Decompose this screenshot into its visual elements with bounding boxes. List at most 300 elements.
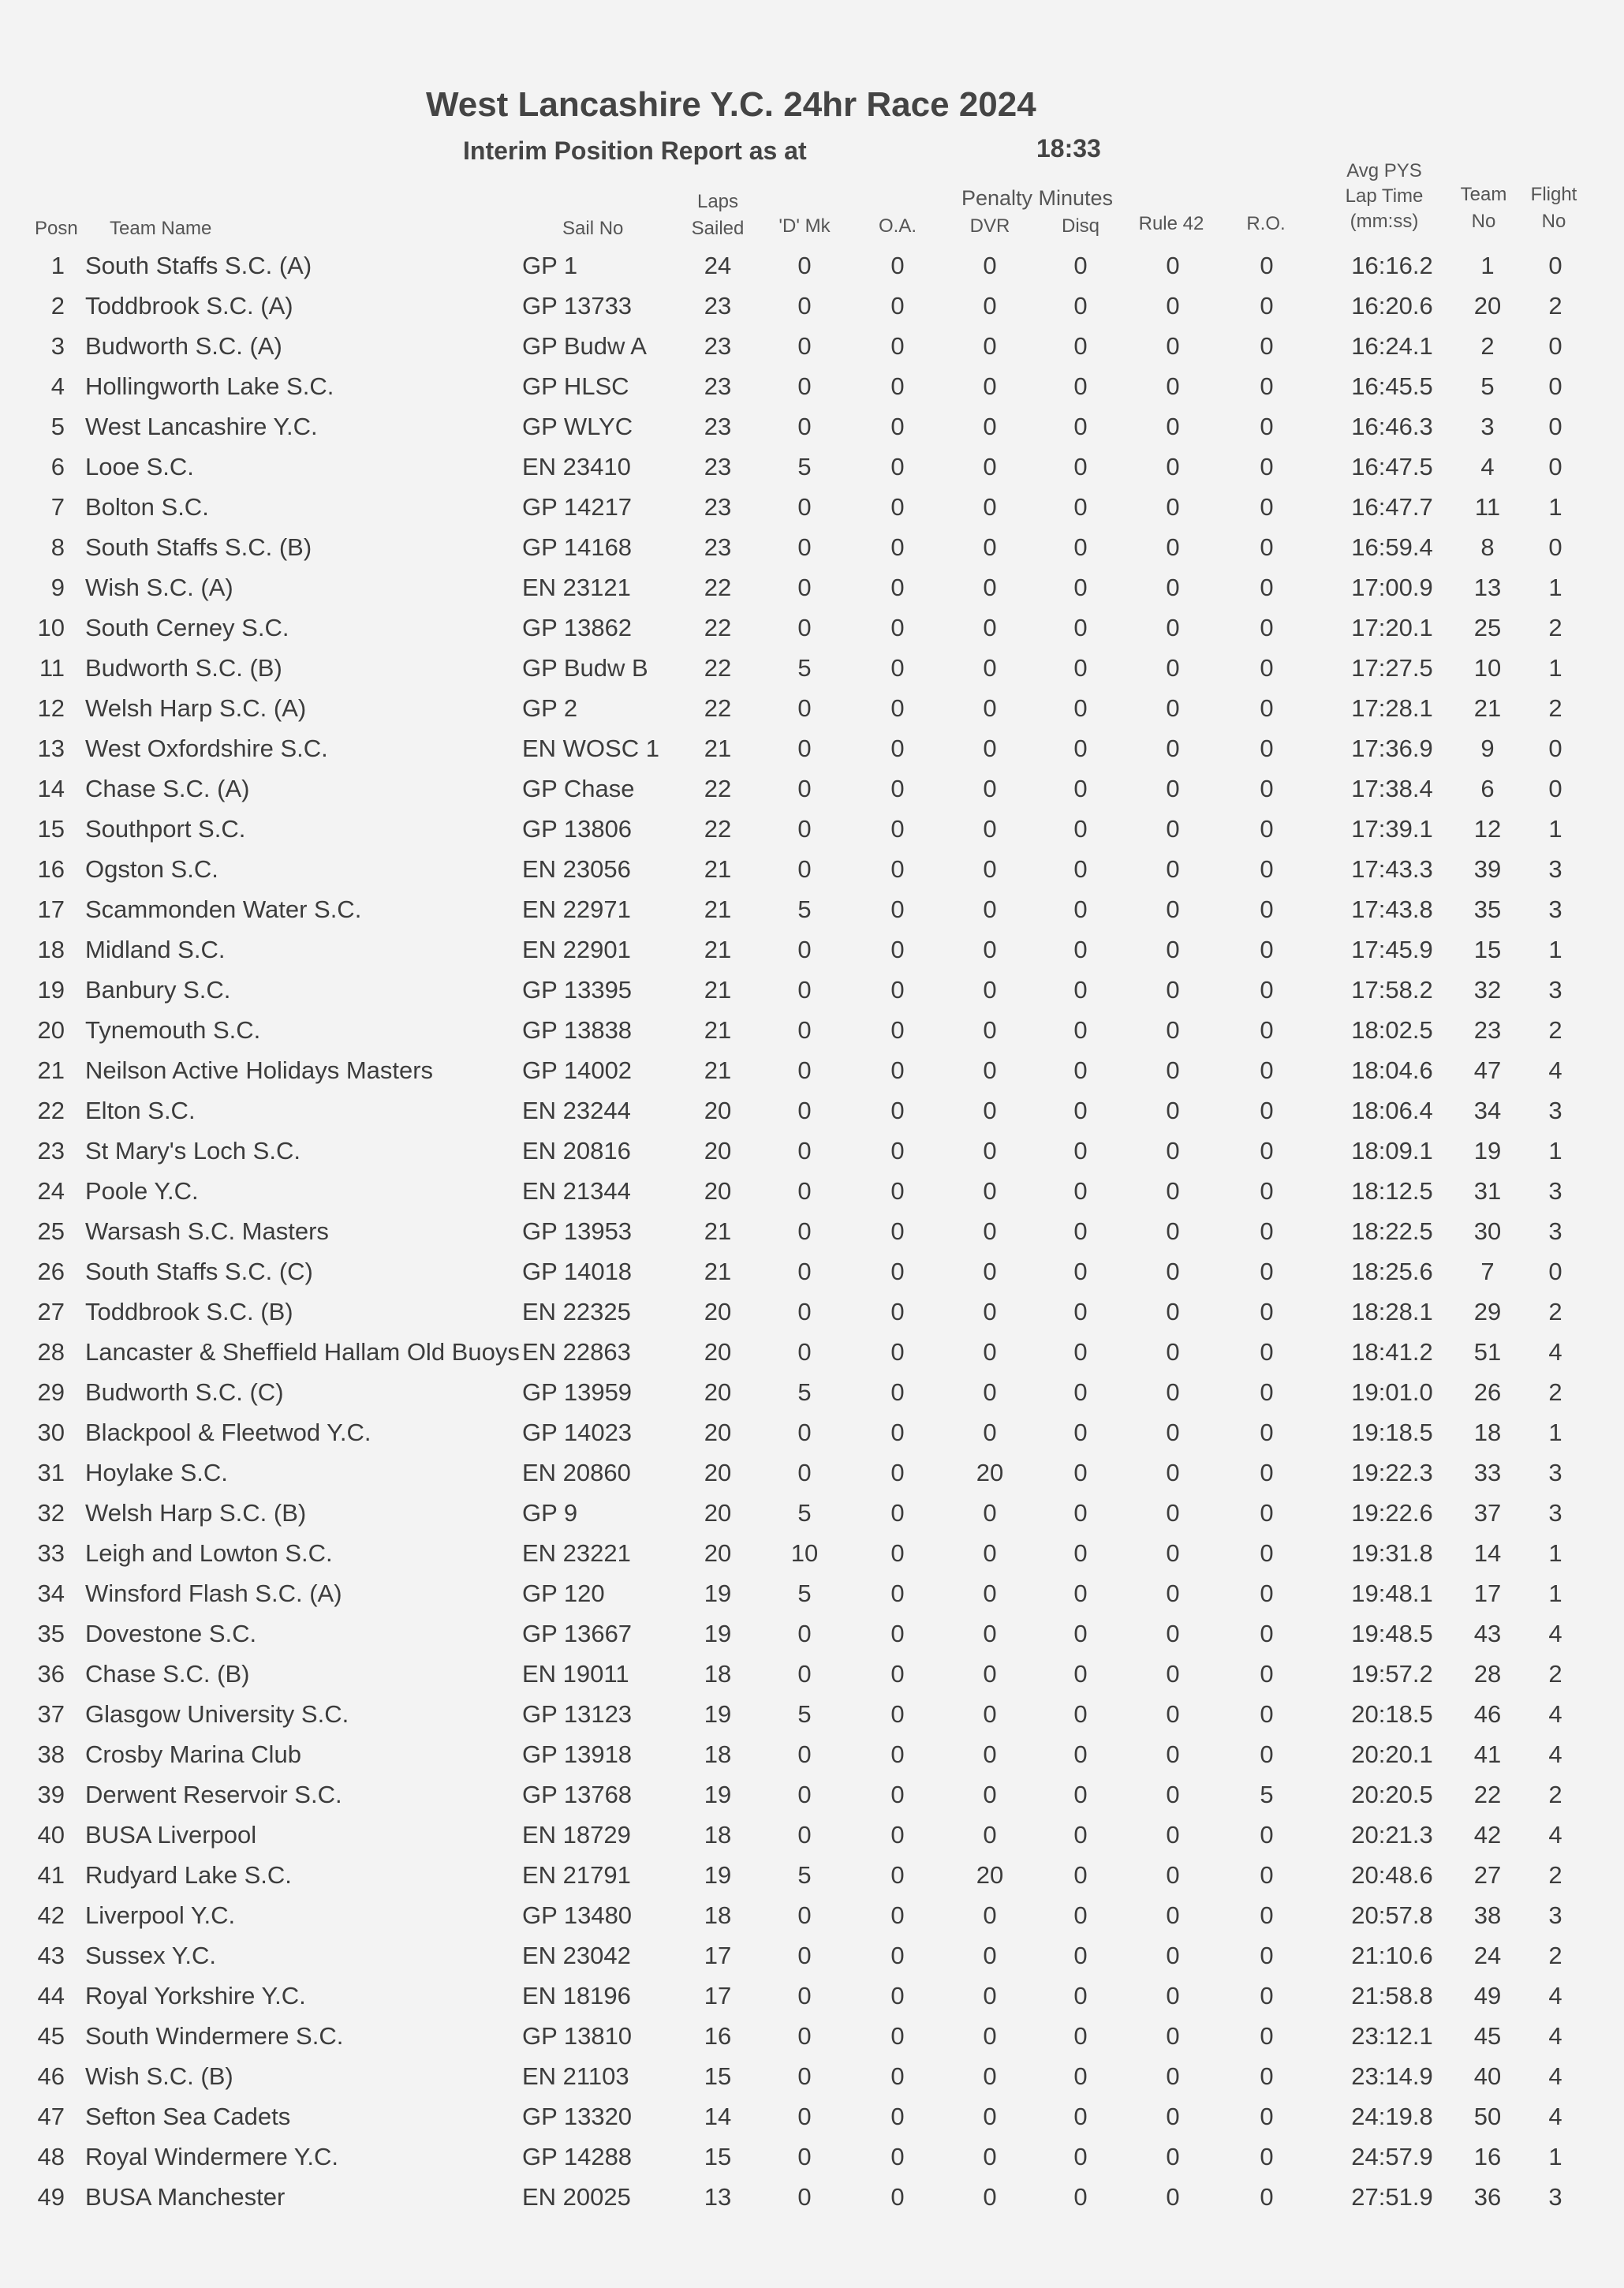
d-mark-cell: 5 xyxy=(797,1378,812,1406)
d-mark-cell: 0 xyxy=(797,1298,812,1325)
oa-cell: 0 xyxy=(890,2022,905,2050)
ro-cell: 0 xyxy=(1260,332,1274,360)
avg-lap-time-cell: 24:57.9 xyxy=(1351,2143,1433,2170)
flight-no-cell: 1 xyxy=(1548,1539,1562,1567)
team-name-cell: Blackpool & Fleetwod Y.C. xyxy=(85,1419,371,1446)
disq-cell: 0 xyxy=(1073,1378,1088,1406)
dvr-cell: 0 xyxy=(983,1620,997,1647)
laps-sailed-cell: 17 xyxy=(704,1982,732,2009)
disq-cell: 0 xyxy=(1073,1580,1088,1607)
team-name-cell: Lancaster & Sheffield Hallam Old Buoys xyxy=(85,1338,520,1366)
position-cell: 31 xyxy=(37,1459,65,1486)
disq-cell: 0 xyxy=(1073,654,1088,682)
avg-lap-time-cell: 17:27.5 xyxy=(1351,654,1433,682)
flight-no-cell: 0 xyxy=(1548,413,1562,440)
laps-sailed-cell: 23 xyxy=(704,413,732,440)
d-mark-cell: 0 xyxy=(797,332,812,360)
sail-no-cell: EN 22901 xyxy=(522,936,631,963)
rule-42-cell: 0 xyxy=(1166,1459,1180,1486)
table-row xyxy=(0,689,1624,728)
team-no-cell: 12 xyxy=(1473,815,1502,843)
dvr-cell: 0 xyxy=(983,372,997,400)
avg-lap-time-cell: 19:31.8 xyxy=(1351,1539,1433,1567)
dvr-cell: 0 xyxy=(983,1217,997,1245)
table-row xyxy=(0,1172,1624,1211)
header-flight-no-line2: No xyxy=(1541,211,1566,232)
position-cell: 29 xyxy=(37,1378,65,1406)
oa-cell: 0 xyxy=(890,372,905,400)
laps-sailed-cell: 19 xyxy=(704,1861,732,1889)
laps-sailed-cell: 22 xyxy=(704,775,732,802)
team-no-cell: 32 xyxy=(1473,976,1502,1004)
dvr-cell: 0 xyxy=(983,855,997,883)
team-no-cell: 50 xyxy=(1473,2103,1502,2130)
laps-sailed-cell: 20 xyxy=(704,1419,732,1446)
d-mark-cell: 0 xyxy=(797,493,812,521)
position-cell: 32 xyxy=(37,1499,65,1527)
table-row xyxy=(0,1614,1624,1654)
team-no-cell: 41 xyxy=(1473,1740,1502,1768)
ro-cell: 0 xyxy=(1260,2103,1274,2130)
position-cell: 40 xyxy=(37,1821,65,1849)
dvr-cell: 0 xyxy=(983,775,997,802)
table-row xyxy=(0,930,1624,970)
team-no-cell: 25 xyxy=(1473,614,1502,641)
position-cell: 6 xyxy=(50,453,65,480)
position-cell: 17 xyxy=(37,895,65,923)
avg-lap-time-cell: 19:57.2 xyxy=(1351,1660,1433,1688)
position-cell: 9 xyxy=(50,574,65,601)
ro-cell: 0 xyxy=(1260,936,1274,963)
d-mark-cell: 0 xyxy=(797,2143,812,2170)
rule-42-cell: 0 xyxy=(1166,2183,1180,2211)
position-cell: 38 xyxy=(37,1740,65,1768)
dvr-cell: 0 xyxy=(983,1056,997,1084)
laps-sailed-cell: 22 xyxy=(704,614,732,641)
disq-cell: 0 xyxy=(1073,614,1088,641)
flight-no-cell: 2 xyxy=(1548,694,1562,722)
ro-cell: 0 xyxy=(1260,775,1274,802)
rule-42-cell: 0 xyxy=(1166,453,1180,480)
dvr-cell: 0 xyxy=(983,1539,997,1567)
oa-cell: 0 xyxy=(890,1016,905,1044)
avg-lap-time-cell: 16:46.3 xyxy=(1351,413,1433,440)
position-cell: 14 xyxy=(37,775,65,802)
table-row xyxy=(0,850,1624,889)
position-cell: 44 xyxy=(37,1982,65,2009)
flight-no-cell: 2 xyxy=(1548,1016,1562,1044)
avg-lap-time-cell: 16:45.5 xyxy=(1351,372,1433,400)
flight-no-cell: 3 xyxy=(1548,1177,1562,1205)
team-name-cell: Sussex Y.C. xyxy=(85,1942,217,1969)
ro-cell: 0 xyxy=(1260,735,1274,762)
position-cell: 19 xyxy=(37,976,65,1004)
ro-cell: 0 xyxy=(1260,2022,1274,2050)
header-laps-line2: Sailed xyxy=(691,218,745,239)
ro-cell: 0 xyxy=(1260,413,1274,440)
flight-no-cell: 2 xyxy=(1548,614,1562,641)
flight-no-cell: 3 xyxy=(1548,855,1562,883)
team-name-cell: Tynemouth S.C. xyxy=(85,1016,261,1044)
flight-no-cell: 4 xyxy=(1548,1700,1562,1728)
rule-42-cell: 0 xyxy=(1166,1700,1180,1728)
oa-cell: 0 xyxy=(890,1861,905,1889)
oa-cell: 0 xyxy=(890,1942,905,1969)
position-cell: 21 xyxy=(37,1056,65,1084)
avg-lap-time-cell: 21:10.6 xyxy=(1351,1942,1433,1969)
sail-no-cell: GP 13768 xyxy=(522,1781,633,1808)
disq-cell: 0 xyxy=(1073,493,1088,521)
sail-no-cell: EN 22325 xyxy=(522,1298,631,1325)
header-d-mark: 'D' Mk xyxy=(778,215,831,237)
rule-42-cell: 0 xyxy=(1166,2143,1180,2170)
sail-no-cell: GP 14217 xyxy=(522,493,633,521)
disq-cell: 0 xyxy=(1073,1137,1088,1165)
dvr-cell: 20 xyxy=(976,1459,1004,1486)
position-cell: 27 xyxy=(37,1298,65,1325)
laps-sailed-cell: 21 xyxy=(704,1217,732,1245)
report-time: 18:33 xyxy=(1036,134,1101,163)
flight-no-cell: 1 xyxy=(1548,574,1562,601)
team-name-cell: Rudyard Lake S.C. xyxy=(85,1861,292,1889)
table-row xyxy=(0,447,1624,487)
oa-cell: 0 xyxy=(890,1097,905,1124)
oa-cell: 0 xyxy=(890,2183,905,2211)
team-name-cell: Bolton S.C. xyxy=(85,493,209,521)
laps-sailed-cell: 20 xyxy=(704,1097,732,1124)
ro-cell: 0 xyxy=(1260,1137,1274,1165)
laps-sailed-cell: 20 xyxy=(704,1338,732,1366)
laps-sailed-cell: 22 xyxy=(704,574,732,601)
position-cell: 3 xyxy=(50,332,65,360)
sail-no-cell: GP 13395 xyxy=(522,976,633,1004)
sail-no-cell: GP WLYC xyxy=(522,413,633,440)
flight-no-cell: 4 xyxy=(1548,1982,1562,2009)
position-cell: 15 xyxy=(37,815,65,843)
disq-cell: 0 xyxy=(1073,292,1088,320)
disq-cell: 0 xyxy=(1073,1459,1088,1486)
team-no-cell: 17 xyxy=(1473,1580,1502,1607)
flight-no-cell: 0 xyxy=(1548,1258,1562,1285)
disq-cell: 0 xyxy=(1073,1781,1088,1808)
header-penalty-minutes: Penalty Minutes xyxy=(961,186,1114,210)
team-name-cell: West Lancashire Y.C. xyxy=(85,413,318,440)
team-no-cell: 36 xyxy=(1473,2183,1502,2211)
table-row xyxy=(0,1976,1624,2016)
oa-cell: 0 xyxy=(890,976,905,1004)
flight-no-cell: 2 xyxy=(1548,1298,1562,1325)
team-name-cell: BUSA Manchester xyxy=(85,2183,286,2211)
laps-sailed-cell: 18 xyxy=(704,1740,732,1768)
laps-sailed-cell: 24 xyxy=(704,252,732,279)
team-no-cell: 40 xyxy=(1473,2062,1502,2090)
header-avg-line3: (mm:ss) xyxy=(1350,211,1419,232)
d-mark-cell: 0 xyxy=(797,936,812,963)
position-cell: 20 xyxy=(37,1016,65,1044)
team-no-cell: 13 xyxy=(1473,574,1502,601)
team-name-cell: Elton S.C. xyxy=(85,1097,196,1124)
team-name-cell: Liverpool Y.C. xyxy=(85,1901,236,1929)
sail-no-cell: EN 23410 xyxy=(522,453,631,480)
flight-no-cell: 1 xyxy=(1548,815,1562,843)
team-name-cell: Looe S.C. xyxy=(85,453,194,480)
sail-no-cell: EN 23244 xyxy=(522,1097,631,1124)
disq-cell: 0 xyxy=(1073,2103,1088,2130)
dvr-cell: 0 xyxy=(983,1982,997,2009)
header-ro: R.O. xyxy=(1246,213,1286,234)
ro-cell: 0 xyxy=(1260,1901,1274,1929)
team-no-cell: 23 xyxy=(1473,1016,1502,1044)
header-team-no-line2: No xyxy=(1471,211,1496,232)
team-no-cell: 43 xyxy=(1473,1620,1502,1647)
position-cell: 5 xyxy=(50,413,65,440)
sail-no-cell: EN 21791 xyxy=(522,1861,631,1889)
team-name-cell: BUSA Liverpool xyxy=(85,1821,257,1849)
flight-no-cell: 0 xyxy=(1548,252,1562,279)
d-mark-cell: 0 xyxy=(797,1056,812,1084)
ro-cell: 0 xyxy=(1260,533,1274,561)
disq-cell: 0 xyxy=(1073,2183,1088,2211)
oa-cell: 0 xyxy=(890,1177,905,1205)
ro-cell: 0 xyxy=(1260,1821,1274,1849)
oa-cell: 0 xyxy=(890,1338,905,1366)
sail-no-cell: GP 13667 xyxy=(522,1620,633,1647)
dvr-cell: 0 xyxy=(983,1821,997,1849)
ro-cell: 0 xyxy=(1260,1016,1274,1044)
rule-42-cell: 0 xyxy=(1166,735,1180,762)
flight-no-cell: 1 xyxy=(1548,1137,1562,1165)
oa-cell: 0 xyxy=(890,614,905,641)
position-cell: 47 xyxy=(37,2103,65,2130)
disq-cell: 0 xyxy=(1073,976,1088,1004)
dvr-cell: 0 xyxy=(983,453,997,480)
flight-no-cell: 1 xyxy=(1548,1580,1562,1607)
d-mark-cell: 0 xyxy=(797,372,812,400)
oa-cell: 0 xyxy=(890,895,905,923)
d-mark-cell: 0 xyxy=(797,1016,812,1044)
rule-42-cell: 0 xyxy=(1166,2062,1180,2090)
sail-no-cell: GP 13123 xyxy=(522,1700,633,1728)
avg-lap-time-cell: 18:28.1 xyxy=(1351,1298,1433,1325)
team-name-cell: South Staffs S.C. (C) xyxy=(85,1258,313,1285)
avg-lap-time-cell: 16:47.5 xyxy=(1351,453,1433,480)
flight-no-cell: 2 xyxy=(1548,1861,1562,1889)
rule-42-cell: 0 xyxy=(1166,1016,1180,1044)
disq-cell: 0 xyxy=(1073,1700,1088,1728)
oa-cell: 0 xyxy=(890,1459,905,1486)
table-row xyxy=(0,1252,1624,1292)
dvr-cell: 0 xyxy=(983,1137,997,1165)
d-mark-cell: 0 xyxy=(797,1258,812,1285)
avg-lap-time-cell: 18:25.6 xyxy=(1351,1258,1433,1285)
oa-cell: 0 xyxy=(890,1781,905,1808)
team-name-cell: South Staffs S.C. (A) xyxy=(85,252,312,279)
sail-no-cell: GP 14023 xyxy=(522,1419,633,1446)
flight-no-cell: 2 xyxy=(1548,1942,1562,1969)
team-name-cell: Midland S.C. xyxy=(85,936,226,963)
avg-lap-time-cell: 18:12.5 xyxy=(1351,1177,1433,1205)
table-row xyxy=(0,1011,1624,1050)
table-row xyxy=(0,568,1624,608)
sail-no-cell: GP 13733 xyxy=(522,292,633,320)
header-oa: O.A. xyxy=(878,215,917,237)
oa-cell: 0 xyxy=(890,1539,905,1567)
d-mark-cell: 5 xyxy=(797,453,812,480)
avg-lap-time-cell: 18:41.2 xyxy=(1351,1338,1433,1366)
sail-no-cell: GP 120 xyxy=(522,1580,605,1607)
ro-cell: 0 xyxy=(1260,1338,1274,1366)
rule-42-cell: 0 xyxy=(1166,1901,1180,1929)
sail-no-cell: GP 13838 xyxy=(522,1016,633,1044)
ro-cell: 0 xyxy=(1260,976,1274,1004)
team-name-cell: Welsh Harp S.C. (B) xyxy=(85,1499,307,1527)
team-name-cell: Budworth S.C. (B) xyxy=(85,654,282,682)
avg-lap-time-cell: 17:58.2 xyxy=(1351,976,1433,1004)
disq-cell: 0 xyxy=(1073,1298,1088,1325)
team-no-cell: 27 xyxy=(1473,1861,1502,1889)
disq-cell: 0 xyxy=(1073,574,1088,601)
rule-42-cell: 0 xyxy=(1166,1539,1180,1567)
flight-no-cell: 3 xyxy=(1548,2183,1562,2211)
d-mark-cell: 0 xyxy=(797,735,812,762)
header-sail-no: Sail No xyxy=(562,218,624,239)
laps-sailed-cell: 22 xyxy=(704,654,732,682)
sail-no-cell: EN 20816 xyxy=(522,1137,631,1165)
team-name-cell: Wish S.C. (B) xyxy=(85,2062,233,2090)
header-team-no-line1: Team xyxy=(1460,184,1507,205)
avg-lap-time-cell: 23:12.1 xyxy=(1351,2022,1433,2050)
oa-cell: 0 xyxy=(890,252,905,279)
avg-lap-time-cell: 20:18.5 xyxy=(1351,1700,1433,1728)
rule-42-cell: 0 xyxy=(1166,252,1180,279)
d-mark-cell: 0 xyxy=(797,1097,812,1124)
dvr-cell: 0 xyxy=(983,1740,997,1768)
avg-lap-time-cell: 17:43.8 xyxy=(1351,895,1433,923)
laps-sailed-cell: 20 xyxy=(704,1177,732,1205)
d-mark-cell: 0 xyxy=(797,1660,812,1688)
avg-lap-time-cell: 20:57.8 xyxy=(1351,1901,1433,1929)
d-mark-cell: 5 xyxy=(797,895,812,923)
flight-no-cell: 0 xyxy=(1548,332,1562,360)
ro-cell: 0 xyxy=(1260,1660,1274,1688)
team-no-cell: 14 xyxy=(1473,1539,1502,1567)
sail-no-cell: EN 21344 xyxy=(522,1177,631,1205)
oa-cell: 0 xyxy=(890,1901,905,1929)
laps-sailed-cell: 23 xyxy=(704,292,732,320)
laps-sailed-cell: 21 xyxy=(704,1016,732,1044)
dvr-cell: 0 xyxy=(983,735,997,762)
d-mark-cell: 0 xyxy=(797,2022,812,2050)
ro-cell: 0 xyxy=(1260,1097,1274,1124)
laps-sailed-cell: 19 xyxy=(704,1781,732,1808)
flight-no-cell: 3 xyxy=(1548,895,1562,923)
rule-42-cell: 0 xyxy=(1166,895,1180,923)
d-mark-cell: 0 xyxy=(797,2183,812,2211)
oa-cell: 0 xyxy=(890,654,905,682)
oa-cell: 0 xyxy=(890,815,905,843)
disq-cell: 0 xyxy=(1073,1660,1088,1688)
table-row xyxy=(0,1574,1624,1613)
avg-lap-time-cell: 16:47.7 xyxy=(1351,493,1433,521)
header-posn: Posn xyxy=(35,218,78,239)
disq-cell: 0 xyxy=(1073,1620,1088,1647)
ro-cell: 0 xyxy=(1260,1419,1274,1446)
disq-cell: 0 xyxy=(1073,533,1088,561)
team-no-cell: 22 xyxy=(1473,1781,1502,1808)
avg-lap-time-cell: 17:43.3 xyxy=(1351,855,1433,883)
ro-cell: 0 xyxy=(1260,2183,1274,2211)
laps-sailed-cell: 13 xyxy=(704,2183,732,2211)
d-mark-cell: 0 xyxy=(797,2103,812,2130)
position-cell: 33 xyxy=(37,1539,65,1567)
sail-no-cell: GP Budw B xyxy=(522,654,648,682)
position-cell: 49 xyxy=(37,2183,65,2211)
team-no-cell: 35 xyxy=(1473,895,1502,923)
rule-42-cell: 0 xyxy=(1166,1580,1180,1607)
rule-42-cell: 0 xyxy=(1166,1056,1180,1084)
dvr-cell: 0 xyxy=(983,815,997,843)
avg-lap-time-cell: 17:20.1 xyxy=(1351,614,1433,641)
report-title: West Lancashire Y.C. 24hr Race 2024 xyxy=(426,85,1036,124)
rule-42-cell: 0 xyxy=(1166,533,1180,561)
flight-no-cell: 2 xyxy=(1548,292,1562,320)
d-mark-cell: 5 xyxy=(797,1580,812,1607)
team-no-cell: 1 xyxy=(1480,252,1495,279)
team-no-cell: 19 xyxy=(1473,1137,1502,1165)
dvr-cell: 0 xyxy=(983,493,997,521)
flight-no-cell: 4 xyxy=(1548,1740,1562,1768)
laps-sailed-cell: 20 xyxy=(704,1499,732,1527)
rule-42-cell: 0 xyxy=(1166,372,1180,400)
rule-42-cell: 0 xyxy=(1166,1821,1180,1849)
disq-cell: 0 xyxy=(1073,815,1088,843)
laps-sailed-cell: 15 xyxy=(704,2143,732,2170)
position-cell: 36 xyxy=(37,1660,65,1688)
flight-no-cell: 3 xyxy=(1548,1217,1562,1245)
oa-cell: 0 xyxy=(890,574,905,601)
avg-lap-time-cell: 18:06.4 xyxy=(1351,1097,1433,1124)
d-mark-cell: 0 xyxy=(797,1338,812,1366)
laps-sailed-cell: 21 xyxy=(704,855,732,883)
position-cell: 1 xyxy=(50,252,65,279)
ro-cell: 0 xyxy=(1260,1700,1274,1728)
team-no-cell: 28 xyxy=(1473,1660,1502,1688)
disq-cell: 0 xyxy=(1073,694,1088,722)
table-row xyxy=(0,1815,1624,1855)
flight-no-cell: 3 xyxy=(1548,1499,1562,1527)
team-no-cell: 51 xyxy=(1473,1338,1502,1366)
dvr-cell: 0 xyxy=(983,694,997,722)
d-mark-cell: 0 xyxy=(797,1942,812,1969)
team-name-cell: Budworth S.C. (A) xyxy=(85,332,282,360)
header-team-name: Team Name xyxy=(110,218,212,239)
disq-cell: 0 xyxy=(1073,1861,1088,1889)
dvr-cell: 0 xyxy=(983,1700,997,1728)
dvr-cell: 0 xyxy=(983,976,997,1004)
position-cell: 34 xyxy=(37,1580,65,1607)
d-mark-cell: 0 xyxy=(797,694,812,722)
table-row xyxy=(0,1896,1624,1935)
disq-cell: 0 xyxy=(1073,1821,1088,1849)
team-name-cell: Banbury S.C. xyxy=(85,976,231,1004)
table-row xyxy=(0,809,1624,849)
sail-no-cell: GP 9 xyxy=(522,1499,578,1527)
sail-no-cell: EN 21103 xyxy=(522,2062,629,2090)
oa-cell: 0 xyxy=(890,332,905,360)
ro-cell: 0 xyxy=(1260,815,1274,843)
sail-no-cell: GP 13959 xyxy=(522,1378,633,1406)
table-row xyxy=(0,1212,1624,1251)
